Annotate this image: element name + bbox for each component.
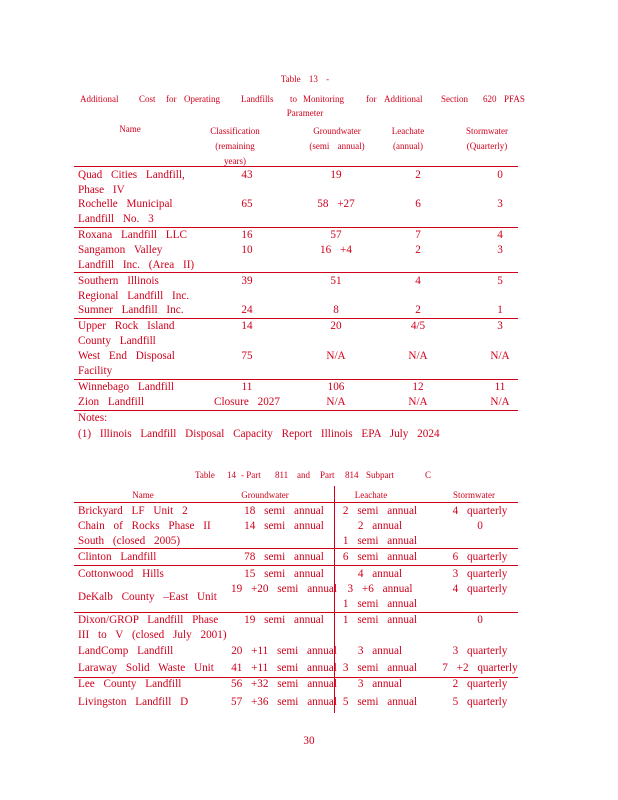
name-line: Dixon/GROP Landfill Phase — [78, 614, 219, 626]
cell-classification: 43 — [241, 169, 253, 181]
cell-stormwater: 4 — [497, 229, 503, 241]
title-word: 620 — [483, 94, 497, 104]
cell-leachate: 2 — [415, 304, 421, 316]
name-line: Chain of Rocks Phase II — [78, 520, 211, 532]
cell-classification: 65 — [241, 198, 253, 210]
cell-stormwater: N/A — [490, 396, 510, 408]
header-line: (remaining — [215, 141, 255, 151]
table-row — [0, 695, 618, 710]
name-line: Facility — [78, 365, 113, 377]
cell-leachate: 2 semi annual — [342, 505, 418, 517]
cell-classification: 10 — [241, 244, 253, 256]
title-word: and — [297, 470, 310, 480]
name-line: Sumner Landfill Inc. — [78, 304, 184, 316]
cell-stormwater: 3 quarterly — [452, 645, 508, 657]
cell-groundwater: 19 semi annual — [244, 614, 324, 626]
cell-name: DeKalb County –East Unit — [78, 591, 217, 603]
cell-leachate: 1 semi annual — [342, 614, 418, 626]
title-word: for — [166, 94, 177, 104]
table-row — [0, 395, 618, 410]
name-line: III to V (closed July 2001) — [78, 629, 227, 641]
page-number: 30 — [303, 735, 315, 747]
cell-classification: 11 — [241, 381, 253, 393]
cell-classification: 39 — [241, 275, 253, 287]
cell-name — [78, 168, 185, 198]
cell-groundwater: 58 +27 — [317, 198, 355, 210]
cell-leachate: 4 — [415, 275, 421, 287]
cell-groundwater: 78 semi annual — [244, 551, 324, 563]
title-word: Cost — [139, 94, 156, 104]
notes-label: Notes: — [78, 412, 108, 424]
cell-groundwater: 19 — [330, 169, 342, 181]
cell-leachate: 4/5 — [410, 320, 426, 332]
cell-groundwater: 57 — [330, 229, 342, 241]
header-line: Leachate — [391, 126, 425, 136]
cell-stormwater: 0 — [497, 169, 503, 181]
cell-stormwater: 5 quarterly — [452, 696, 508, 708]
title-word: Subpart — [366, 470, 394, 480]
cell-stormwater: 0 — [477, 614, 483, 626]
table-rule — [74, 565, 518, 566]
name-line: Sangamon Valley — [78, 244, 163, 256]
note-1: (1) Illinois Landfill Disposal Capacity Report Illinois EPA July 2024 — [78, 428, 440, 440]
title-word: - Part — [241, 470, 261, 480]
cell-groundwater: 15 semi annual — [244, 568, 324, 580]
cell-groundwater: 20 +11 semi annual — [231, 645, 337, 657]
cell-name — [78, 197, 173, 227]
title-word: PFAS — [504, 94, 525, 104]
cell-name: Livingston Landfill D — [78, 696, 189, 708]
cell-leachate: 6 semi annual — [342, 551, 418, 563]
table-row — [0, 303, 618, 318]
table-rule — [74, 166, 518, 167]
title-word: Landfills — [241, 94, 274, 104]
cell-stormwater: 6 quarterly — [452, 551, 508, 563]
table-row — [0, 274, 618, 304]
cell-groundwater: 56 +32 semi annual — [230, 678, 338, 690]
cell-stormwater: 7 +2 quarterly — [442, 662, 518, 674]
cell-stormwater: 3 — [497, 198, 503, 210]
name-line: Rochelle Municipal — [78, 198, 173, 210]
cell-groundwater: 106 — [327, 381, 345, 393]
leachate-line: 1 semi annual — [342, 598, 418, 610]
cell-classification: 75 — [241, 350, 253, 362]
cell-classification: Closure 2027 — [214, 396, 280, 408]
cell-groundwater: 18 semi annual — [244, 505, 324, 517]
name-line: County Landfill — [78, 335, 156, 347]
table-row — [0, 349, 618, 379]
name-line: Regional Landfill Inc. — [78, 290, 190, 302]
cell-stormwater: 0 — [477, 520, 483, 532]
name-line: Quad Cities Landfill, — [78, 169, 185, 181]
title-word: Additional — [384, 94, 423, 104]
cell-groundwater: 8 — [333, 304, 339, 316]
column-header-groundwater: Groundwater — [241, 490, 289, 500]
title-word: Section — [441, 94, 468, 104]
cell-name — [78, 228, 187, 243]
title-word: Monitoring — [303, 94, 345, 104]
cell-name — [78, 319, 175, 349]
cell-leachate: 12 — [412, 381, 424, 393]
column-header-name: Name — [132, 490, 154, 500]
column-header-name: Name — [119, 124, 141, 134]
cell-name — [78, 613, 227, 643]
table-row — [0, 677, 618, 692]
table-row — [0, 228, 618, 243]
column-header-leachate — [378, 124, 438, 154]
cell-stormwater: 3 quarterly — [452, 568, 508, 580]
cell-name — [78, 519, 211, 549]
cell-name: LandComp Landfill — [78, 645, 174, 657]
table-row — [0, 197, 618, 227]
title-word: Operating — [184, 94, 220, 104]
header-line: Stormwater — [466, 126, 508, 136]
cell-name: Laraway Solid Waste Unit — [78, 662, 214, 674]
cell-leachate: 2 — [415, 169, 421, 181]
name-line: Southern Illinois — [78, 275, 159, 287]
name-line: Landfill No. 3 — [78, 213, 154, 225]
table-row — [0, 644, 618, 659]
header-line: (semi annual) — [309, 141, 365, 151]
name-line: West End Disposal — [78, 350, 175, 362]
column-header-stormwater: Stormwater — [453, 490, 495, 500]
name-line: Landfill Inc. (Area II) — [78, 259, 195, 271]
cell-stormwater: 2 quarterly — [452, 678, 508, 690]
table-row — [0, 567, 618, 582]
column-header-stormwater — [457, 124, 517, 154]
title-word: for — [366, 94, 377, 104]
title-word: to — [290, 94, 298, 104]
leachate-line: 3 +6 annual — [347, 583, 413, 595]
cell-classification: 16 — [241, 229, 253, 241]
table-row — [0, 582, 618, 612]
cell-name: Cottonwood Hills — [78, 568, 164, 580]
cell-name — [78, 303, 184, 318]
cell-name: Brickyard LF Unit 2 — [78, 505, 188, 517]
table-row — [0, 613, 618, 643]
cell-groundwater: 57 +36 semi annual — [230, 696, 338, 708]
cell-leachate: 4 annual — [357, 568, 403, 580]
table-rule — [74, 502, 518, 503]
cell-groundwater: N/A — [326, 350, 346, 362]
cell-stormwater: 3 — [497, 244, 503, 256]
cell-leachate: N/A — [408, 350, 428, 362]
cell-groundwater: 41 +11 semi annual — [231, 662, 337, 674]
cell-stormwater: 1 — [497, 304, 503, 316]
title-word: Part — [320, 470, 335, 480]
cell-name — [78, 380, 174, 395]
table-row — [0, 504, 618, 519]
cell-name: Lee County Landfill — [78, 678, 182, 690]
title-word: 14 — [227, 470, 236, 480]
cell-leachate: 3 annual — [357, 678, 403, 690]
name-line: Winnebago Landfill — [78, 381, 174, 393]
cell-leachate: 3 annual — [357, 645, 403, 657]
table-row — [0, 519, 618, 549]
cell-stormwater: 5 — [497, 275, 503, 287]
cell-classification: 24 — [241, 304, 253, 316]
title-word: 814 — [345, 470, 359, 480]
cell-groundwater: 14 semi annual — [244, 520, 324, 532]
table-rule — [74, 410, 518, 411]
title-word: Table — [195, 470, 215, 480]
name-line: Zion Landfill — [78, 396, 144, 408]
table-row — [0, 661, 618, 676]
leachate-line: 2 annual — [357, 520, 403, 532]
cell-stormwater: 3 — [497, 320, 503, 332]
header-line: (annual) — [393, 141, 423, 151]
cell-leachate: 3 semi annual — [342, 662, 418, 674]
header-line: (Quarterly) — [466, 141, 508, 151]
cell-groundwater: N/A — [326, 396, 346, 408]
table-row — [0, 550, 618, 565]
table-row — [0, 243, 618, 273]
cell-name — [78, 243, 194, 273]
header-line: years) — [224, 156, 246, 166]
cell-stormwater: 4 quarterly — [452, 505, 508, 517]
cell-groundwater: 51 — [330, 275, 342, 287]
cell-groundwater: 16 +4 — [320, 244, 352, 256]
cell-name: Clinton Landfill — [78, 551, 157, 563]
cell-name — [78, 395, 144, 410]
column-header-classification — [200, 124, 270, 169]
cell-groundwater: 20 — [330, 320, 342, 332]
title-word: Additional — [80, 94, 119, 104]
table-row — [0, 380, 618, 395]
cell-leachate: 7 — [415, 229, 421, 241]
name-line: South (closed 2005) — [78, 535, 181, 547]
name-line: Roxana Landfill LLC — [78, 229, 187, 241]
cell-stormwater: N/A — [490, 350, 510, 362]
title-line-2: Parameter — [286, 108, 324, 118]
header-line: Classification — [210, 126, 260, 136]
title-word: C — [425, 470, 432, 480]
column-header-leachate: Leachate — [354, 490, 388, 500]
table-row — [0, 319, 618, 349]
cell-leachate: 2 — [415, 244, 421, 256]
name-line: Upper Rock Island — [78, 320, 175, 332]
cell-leachate: 5 semi annual — [342, 696, 418, 708]
table-13-caption: Table 13 - — [280, 74, 330, 84]
cell-stormwater: 11 — [494, 381, 506, 393]
cell-name — [78, 349, 175, 379]
leachate-line: 1 semi annual — [342, 535, 418, 547]
table-row — [0, 168, 618, 198]
cell-leachate: N/A — [408, 396, 428, 408]
column-header-groundwater — [292, 124, 382, 154]
cell-classification: 14 — [241, 320, 253, 332]
header-line: Groundwater — [313, 126, 361, 136]
cell-name — [78, 274, 189, 304]
title-word: 811 — [275, 470, 289, 480]
name-line: Phase IV — [78, 184, 125, 196]
cell-stormwater: 4 quarterly — [452, 583, 508, 595]
cell-leachate: 6 — [415, 198, 421, 210]
cell-groundwater: 19 +20 semi annual — [230, 583, 338, 595]
